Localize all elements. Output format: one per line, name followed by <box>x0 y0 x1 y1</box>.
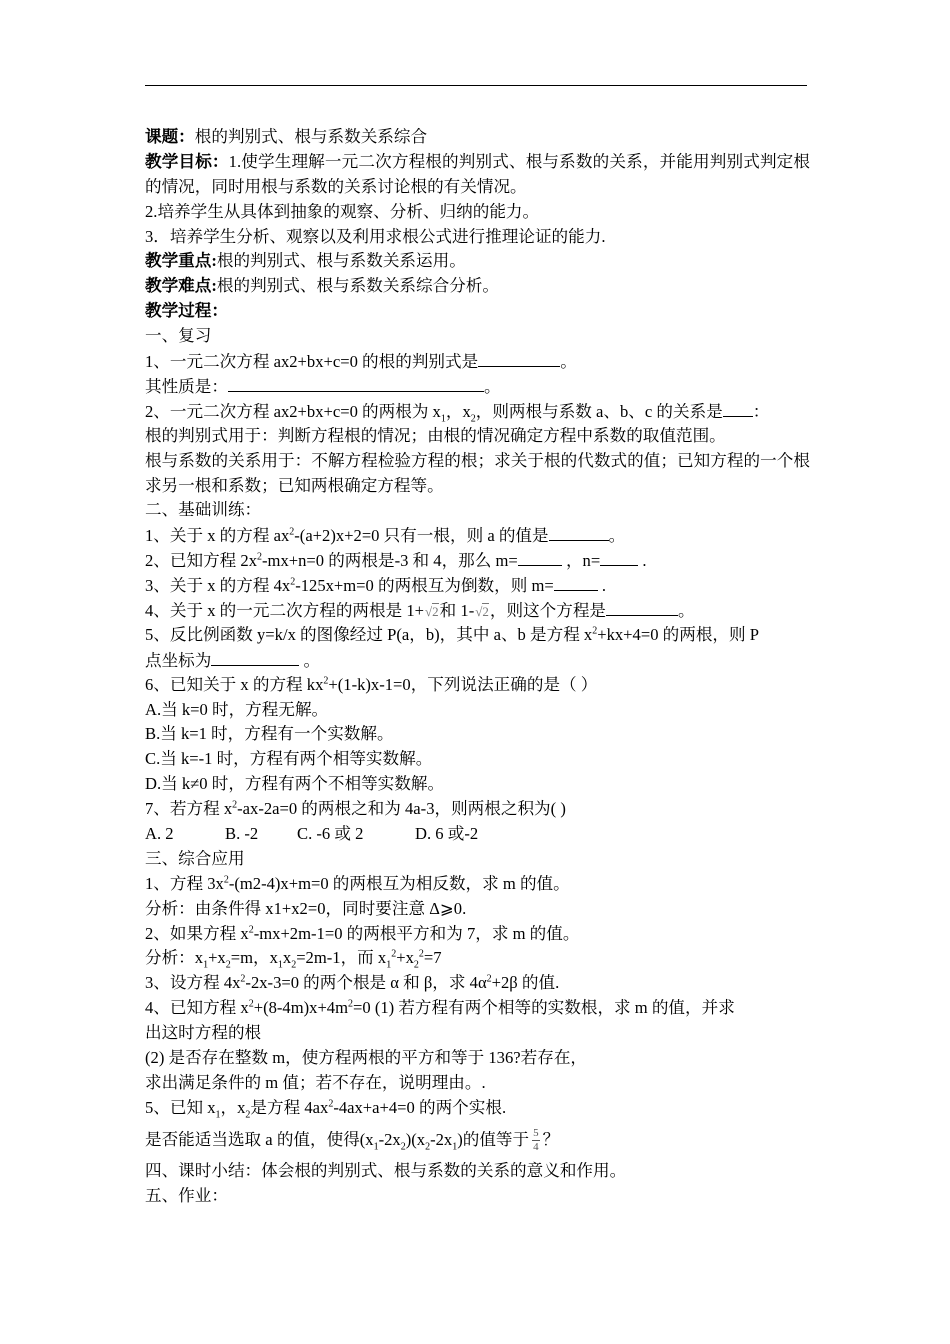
answer-blank[interactable] <box>478 349 560 367</box>
applied-q5-cont: 是否能适当选取 a 的值，使得$(x_1-2x_2)(x_2-2x_1)$的值等于 $\frac{5}{4}$ ？ <box>145 1127 560 1154</box>
applied-q4: 4、已知方程 $x^2+(8-4m)x+4m^2=0$ (1) 若方程有两个相等的实数根，求 m 的值，并求 <box>145 998 735 1018</box>
basic-q5: 5、反比例函数 y=k/x 的图像经过 P(a，b)，其中 a、b 是方程 $x^2+kx+4=0$ 的两根，则 P <box>145 624 759 644</box>
answer-blank[interactable] <box>518 548 562 566</box>
basic-q4: 4、关于 x 的一元二次方程的两根是 1+√2和 1-√2，则这个方程是 。 <box>145 598 810 623</box>
section-basic: 二、基础训练： <box>145 500 262 520</box>
answer-blank[interactable] <box>211 648 299 666</box>
applied-q5: 5、已知 $x_1$，$x_2$是方程 $4ax^2-4ax+a+4=0$ 的两个实根. <box>145 1097 507 1121</box>
teaching-goal: 教学目标：1.使学生理解一元二次方程根的判别式、根与系数的关系，并能用判别式判定根的情况，同时用根与系数的关系讨论根的有关情况。 <box>145 151 811 196</box>
key-point: 教学重点:根的判别式、根与系数关系运用。 <box>145 251 466 271</box>
answer-blank[interactable] <box>554 573 598 591</box>
q6-option-d: D.当 k≠0 时，方程有两个不相等实数解。 <box>145 774 445 794</box>
review-q2-note1: 根的判别式用于：判断方程根的情况；由根的情况确定方程中系数的取值范围。 <box>145 425 726 445</box>
sqrt-symbol: √2 <box>475 603 489 619</box>
answer-blank[interactable] <box>606 598 678 616</box>
basic-q3: 3、关于 x 的方程 $4x^2-125x+m=0$ 的两根互为倒数，则 m= . <box>145 573 810 598</box>
section-homework: 五、作业： <box>145 1185 228 1205</box>
sqrt-symbol: √2 <box>425 603 439 619</box>
basic-q6: 6、已知关于 x 的方程 $kx^2+(1-k)x-1=0$，下列说法正确的是（ ） <box>145 674 598 694</box>
applied-q4-part2-cont: 求出满足条件的 m 值；若不存在，说明理由。. <box>145 1072 486 1092</box>
basic-q1: 1、关于 x 的方程 $ax^2-(a+2)x+2=0$ 只有一根，则 a 的值是 。 <box>145 523 810 548</box>
answer-blank[interactable] <box>600 548 638 566</box>
q7-options: A. 2 B. -2 C. -6 或 2 D. 6 或-2 <box>145 824 479 843</box>
goal-2: 2.培养学生从具体到抽象的观察、分析、归纳的能力。 <box>145 201 540 221</box>
answer-blank[interactable] <box>549 523 609 541</box>
applied-q2: 2、如果方程 $x^2-mx+2m-1=0$ 的两根平方和为 7，求 m 的值。 <box>145 923 580 943</box>
fraction-five-fourths: $\frac{5}{4}$ <box>533 1127 539 1154</box>
lesson-title: 课题：根的判别式、根与系数关系综合 <box>145 127 428 146</box>
review-q2: 2、一元二次方程 ax2+bx+c=0 的两根为 $x_1$，$x_2$，则两根与系数 a、b、c 的关系是 ： <box>145 399 810 424</box>
basic-q2: 2、已知方程 $2x^2-mx+n=0$ 的两根是-3 和 4，那么 m= ，n= . <box>145 548 810 573</box>
answer-blank[interactable] <box>228 374 484 392</box>
lesson-document <box>145 125 810 1208</box>
applied-q1-analysis: 分析：由条件得 x1+x2=0，同时要注意 Δ⩾0. <box>145 898 467 918</box>
applied-q2-analysis: 分析：$x_1+x_2=m$，$x_1x_2=2m-1$，而 $x_1^2+x_2^2=7$ <box>145 948 442 971</box>
section-review: 一、复习 <box>145 326 212 346</box>
process-heading: 教学过程： <box>145 301 228 321</box>
section-applied: 三、综合应用 <box>145 848 245 868</box>
q6-option-b: B.当 k=1 时，方程有一个实数解。 <box>145 724 394 744</box>
review-q1: 1、一元二次方程 ax2+bx+c=0 的根的判别式是 。 <box>145 349 810 374</box>
review-q2-note2: 根与系数的关系用于：不解方程检验方程的根；求关于根的代数式的值；已知方程的一个根求另一根和系数；已知两根确定方程等。 <box>145 450 810 495</box>
applied-q1: 1、方程 $3x^2-(m2-4)x+m=0$ 的两根互为相反数，求 m 的值。 <box>145 873 570 893</box>
q6-option-a: A.当 k=0 时，方程无解。 <box>145 699 329 719</box>
basic-q7: 7、若方程 $x^2-ax-2a=0$ 的两根之和为 4a-3，则两根之积为( ) <box>145 799 566 819</box>
q6-option-c: C.当 k=-1 时，方程有两个相等实数解。 <box>145 749 433 769</box>
answer-blank[interactable] <box>723 399 753 417</box>
review-q1-property: 其性质是： 。 <box>145 374 810 399</box>
difficult-point: 教学难点:根的判别式、根与系数关系综合分析。 <box>145 276 499 296</box>
applied-q4-part2: (2) 是否存在整数 m，使方程两根的平方和等于 136?若存在， <box>145 1048 588 1068</box>
applied-q4-cont: 出这时方程的根 <box>145 1023 262 1043</box>
section-summary: 四、课时小结：体会根的判别式、根与系数的关系的意义和作用。 <box>145 1160 627 1180</box>
basic-q5-cont: 点坐标为 。 <box>145 648 810 673</box>
goal-3: 3．培养学生分析、观察以及利用求根公式进行推理论证的能力. <box>145 226 606 246</box>
header-rule <box>145 85 807 86</box>
applied-q3: 3、设方程 $4x^2-2x-3=0$ 的两个根是 α 和 β，求 $4\alpha^2+2\beta$ 的值. <box>145 973 560 993</box>
